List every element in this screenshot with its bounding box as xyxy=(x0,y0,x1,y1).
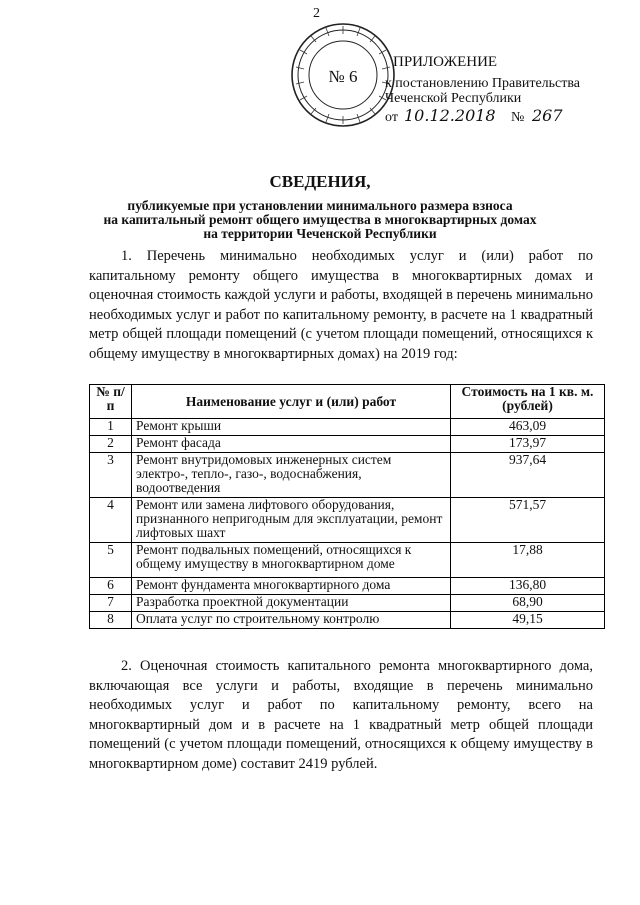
stamp-number: № 6 xyxy=(328,67,358,86)
row-cost: 173,97 xyxy=(451,436,605,453)
table-row xyxy=(90,453,605,498)
subtitle-line-3: на территории Чеченской Республики xyxy=(203,226,437,241)
subtitle-line-1: публикуемые при установлении минимального размера взноса xyxy=(127,198,513,213)
attachment-date-label: от xyxy=(385,110,398,125)
row-cost: 68,90 xyxy=(451,595,605,612)
row-number: 2 xyxy=(90,436,132,453)
table-row xyxy=(90,543,605,578)
registration-stamp xyxy=(290,22,396,128)
handwritten-date: 10.12.2018 xyxy=(404,106,496,125)
table-row xyxy=(90,419,605,436)
table-header-row xyxy=(90,385,605,419)
row-service-name: Ремонт фасада xyxy=(132,436,451,453)
row-number: 1 xyxy=(90,419,132,436)
row-cost: 49,15 xyxy=(451,612,605,629)
row-service-name: Ремонт фундамента многоквартирного дома xyxy=(132,578,451,595)
row-service-name: Ремонт крыши xyxy=(132,419,451,436)
table-row xyxy=(90,436,605,453)
page-number: 2 xyxy=(313,6,320,21)
attachment-number-label: № xyxy=(511,110,525,125)
row-number: 4 xyxy=(90,498,132,543)
handwritten-number: 267 xyxy=(532,106,563,125)
attachment-line-2: к постановлению Правительства xyxy=(385,76,581,91)
row-cost: 463,09 xyxy=(451,419,605,436)
subtitle-line-2: на капитальный ремонт общего имущества в многоквартирных домах xyxy=(103,212,537,227)
row-service-name: Оплата услуг по строительному контролю xyxy=(132,612,451,629)
row-service-name: Ремонт или замена лифтового оборудования, признанного непригодным для эксплуатации, ремонт лифтовых шахт xyxy=(132,498,451,543)
row-cost: 571,57 xyxy=(451,498,605,543)
table-row xyxy=(90,578,605,595)
paragraph-2 xyxy=(89,657,593,774)
paragraph-1 xyxy=(89,247,593,364)
table-row xyxy=(90,612,605,629)
row-cost: 136,80 xyxy=(451,578,605,595)
row-number: 5 xyxy=(90,543,132,578)
row-cost: 937,64 xyxy=(451,453,605,498)
row-number: 6 xyxy=(90,578,132,595)
table-row xyxy=(90,595,605,612)
row-cost: 17,88 xyxy=(451,543,605,578)
row-number: 3 xyxy=(90,453,132,498)
table-row xyxy=(90,498,605,543)
header-service-name: Наименование услуг и (или) работ xyxy=(132,385,451,419)
row-number: 7 xyxy=(90,595,132,612)
paragraph-1-text: 1. Перечень минимально необходимых услуг и (или) работ по капитальному ремонту общего имущества в многоквартирных домах и оценочная стоимость каждой услуги и работы, входящей в перечень минимально необходимых услуг и работ по капитальному ремонту, в расчете на 1 квадратный метр общей площади помещений (с учетом площади помещений, относящихся к общему имуществу в многоквартирных домах) на 2019 год: xyxy=(89,248,593,362)
header-number: № п/п xyxy=(90,385,132,419)
attachment-line-3: Чеченской Республики xyxy=(385,91,522,106)
attachment-heading: ПРИЛОЖЕНИЕ xyxy=(393,54,498,70)
services-cost-table xyxy=(89,384,605,629)
document-subtitle xyxy=(70,199,570,241)
row-service-name: Разработка проектной документации xyxy=(132,595,451,612)
row-service-name: Ремонт подвальных помещений, относящихся к общему имуществу в многоквартирном доме xyxy=(132,543,451,578)
paragraph-2-text: 2. Оценочная стоимость капитального ремонта многоквартирного дома, включающая все услуги и работы, входящие в перечень минимально необходимых услуг и работ по капитальному ремонту, всего на многоквартирный дом и в расчете на 1 квадратный метр общей площади помещений (с учетом площади помещений, относящихся к общему имуществу в многоквартирном доме) составит 2419 рублей. xyxy=(89,658,593,772)
header-cost: Стоимость на 1 кв. м. (рублей) xyxy=(451,385,605,419)
row-number: 8 xyxy=(90,612,132,629)
row-service-name: Ремонт внутридомовых инженерных систем электро-, тепло-, газо-, водоснабжения, водоотведения xyxy=(132,453,451,498)
document-title: СВЕДЕНИЯ, xyxy=(269,172,371,191)
